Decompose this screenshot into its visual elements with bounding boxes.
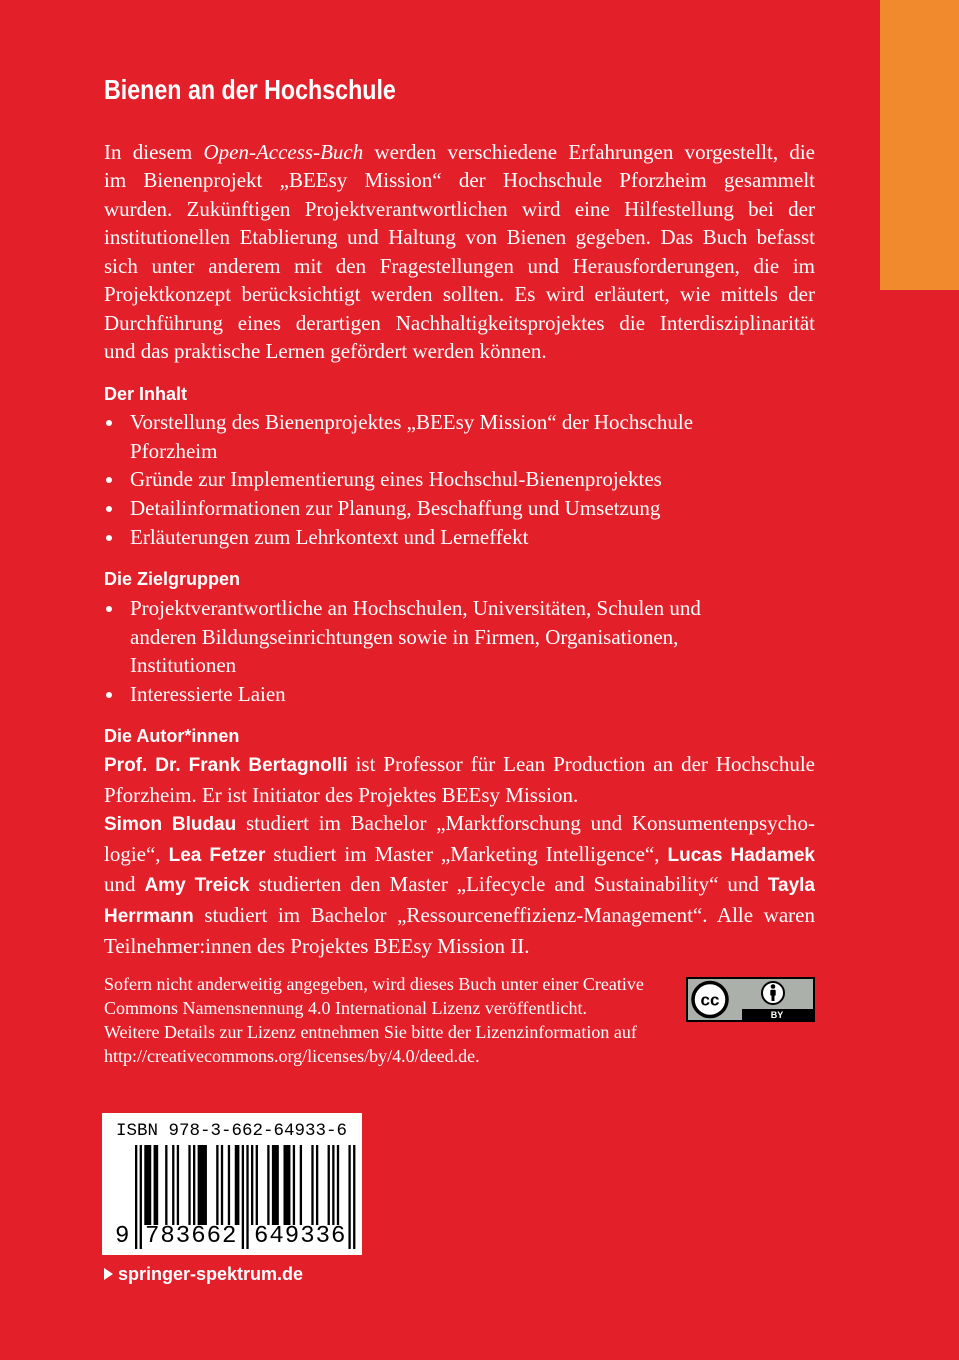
text-run: und bbox=[104, 872, 145, 897]
author-name: Prof. Dr. Frank Bertagnolli bbox=[104, 755, 348, 776]
license-url: http://creativecommons.org/licenses/by/4.0/deed.de. bbox=[104, 1046, 480, 1066]
barcode-bar bbox=[172, 1145, 174, 1225]
text-run: ist Professor für Lean Production an der Hochschule bbox=[347, 752, 815, 776]
list-item bbox=[104, 408, 815, 465]
publisher-url: springer-spektrum.de bbox=[118, 1264, 304, 1284]
barcode-bar bbox=[154, 1145, 159, 1225]
list-item-line: Pforzheim bbox=[130, 438, 218, 463]
author-name: Lea Fetzer bbox=[168, 844, 266, 866]
barcode-guard-bar bbox=[353, 1145, 355, 1249]
bullet-icon bbox=[106, 477, 112, 483]
barcode-bar bbox=[337, 1145, 339, 1225]
section-heading-audiences: Die Zielgruppen bbox=[104, 569, 241, 589]
text-run: In diesem bbox=[104, 140, 204, 164]
list-item-line: Vorstellung des Bienenprojektes „BEEsy Mission“ der Hochschule bbox=[130, 410, 694, 434]
list-item-line: Gründe zur Implementierung eines Hochschul-Bienenprojektes bbox=[130, 467, 662, 492]
text-run: studierten den Master „Lifecycle and Sustainability“ und bbox=[249, 872, 768, 897]
barcode-bar bbox=[283, 1145, 290, 1225]
barcode-bar bbox=[221, 1145, 223, 1225]
person-legs-icon bbox=[772, 995, 775, 1001]
text-line bbox=[104, 932, 815, 961]
text-run: studiert im Bachelor „Marktforschung und Konsumentenpsycho- bbox=[236, 811, 815, 836]
list-item-line: Interessierte Laien bbox=[130, 681, 286, 706]
barcode-bar bbox=[328, 1145, 330, 1225]
barcode-bar bbox=[332, 1145, 334, 1225]
text-run: studiert im Master „Marketing Intelligence“, bbox=[265, 841, 668, 866]
barcode-bar bbox=[256, 1145, 258, 1225]
cc-logo-text: cc bbox=[700, 990, 720, 1010]
text-line bbox=[104, 809, 815, 840]
publisher-link bbox=[104, 1262, 303, 1286]
text-line bbox=[104, 252, 815, 280]
list-item-line: anderen Bildungseinrichtungen sowie in Firmen, Organisationen, bbox=[130, 624, 679, 649]
isbn-label: ISBN 978-3-662-64933-6 bbox=[116, 1121, 348, 1141]
barcode-bar bbox=[198, 1145, 207, 1225]
text-run: Pforzheim. Er ist Initiator des Projektes BEEsy Mission. bbox=[104, 782, 579, 807]
text-line bbox=[104, 781, 815, 810]
list-item-line: Detailinformationen zur Planung, Beschaffung und Umsetzung bbox=[130, 495, 661, 520]
cc-by-badge-graphic bbox=[686, 977, 815, 1022]
text-run: institutionellen Etablierung und Haltung von Bienen gegeben. Das Buch befasst bbox=[104, 225, 815, 250]
barcode-bar bbox=[311, 1145, 313, 1225]
triangle-right-icon bbox=[104, 1268, 113, 1280]
text-line bbox=[104, 195, 815, 223]
text-run: Teilnehmer:innen des Projektes BEEsy Mission II. bbox=[104, 933, 530, 958]
text-run: werden verschiedene Erfahrungen vorgestellt, die bbox=[363, 140, 815, 164]
barcode-bar bbox=[228, 1145, 230, 1225]
barcode-guard-bar bbox=[140, 1145, 142, 1249]
license-line: Weitere Details zur Lizenz entnehmen Sie bitte der Lizenzinformation auf bbox=[104, 1022, 637, 1042]
text-run: wurden. Zukünftigen Projektverantwortlichen wird eine Hilfestellung bei der bbox=[104, 196, 815, 221]
license-line: Commons Namensnennung 4.0 International Lizenz veröffentlicht. bbox=[104, 998, 588, 1018]
license-notice bbox=[104, 972, 644, 1068]
cc-by-license-icon bbox=[686, 977, 815, 1022]
ean-right-group: 649336 bbox=[254, 1223, 347, 1250]
emphasized-text: Open-Access-Buch bbox=[203, 140, 364, 164]
text-line bbox=[104, 223, 815, 251]
audiences-list bbox=[104, 594, 815, 709]
section-heading-authors: Die Autor*innen bbox=[104, 726, 240, 746]
author-name: Simon Bludau bbox=[104, 814, 237, 836]
text-line bbox=[104, 337, 815, 365]
bullet-icon bbox=[106, 506, 112, 512]
author-paragraph bbox=[104, 809, 815, 960]
text-run: studiert im Bachelor „Ressourceneffizienz-Management“. Alle waren bbox=[193, 902, 815, 927]
list-item bbox=[104, 680, 815, 709]
text-run: logie“, bbox=[104, 841, 169, 866]
orange-tab bbox=[880, 0, 959, 290]
bullet-icon bbox=[106, 606, 112, 612]
author-name: Tayla bbox=[767, 875, 815, 897]
book-title: Bienen an der Hochschule bbox=[104, 74, 396, 105]
list-item bbox=[104, 523, 815, 552]
ean-left-group: 783662 bbox=[145, 1223, 238, 1250]
barcode-bar bbox=[235, 1145, 240, 1225]
text-run: und das praktische Lernen gefördert werden können. bbox=[104, 339, 547, 364]
text-run: Projektkonzept berücksichtigt werden sollten. Es wird erläutert, wie mittels der bbox=[104, 282, 815, 307]
barcode-guard-bar bbox=[246, 1145, 248, 1249]
intro-paragraph bbox=[104, 138, 815, 366]
bullet-icon bbox=[106, 535, 112, 541]
barcode-bar bbox=[165, 1145, 167, 1225]
text-run: im Bienenprojekt „BEEsy Mission“ der Hochschule Pforzheim gesammelt bbox=[104, 168, 815, 193]
text-line bbox=[104, 280, 815, 308]
text-line bbox=[104, 750, 815, 781]
barcode-bar bbox=[216, 1145, 218, 1225]
person-body-icon bbox=[770, 990, 775, 996]
list-item-line: Institutionen bbox=[130, 653, 237, 678]
text-run: sich unter anderem mit den Fragestellungen und Herausforderungen, die im bbox=[104, 253, 815, 278]
barcode-bar bbox=[144, 1145, 151, 1225]
barcode-bar bbox=[272, 1145, 279, 1225]
bullet-icon bbox=[106, 692, 112, 698]
text-line bbox=[104, 840, 815, 871]
text-line bbox=[104, 166, 815, 194]
barcode-bar bbox=[300, 1145, 302, 1225]
ean-lead-digit: 9 bbox=[115, 1223, 131, 1250]
barcode-bar bbox=[177, 1145, 179, 1225]
author-paragraph bbox=[104, 750, 815, 809]
person-head-icon bbox=[771, 984, 776, 989]
badge-by-label: BY bbox=[770, 1010, 784, 1020]
authors-section bbox=[104, 750, 815, 960]
list-item bbox=[104, 594, 815, 680]
text-line bbox=[104, 870, 815, 901]
text-line bbox=[104, 138, 815, 166]
bullet-icon bbox=[106, 420, 112, 426]
license-line: Sofern nicht anderweitig angegeben, wird dieses Buch unter einer Creative bbox=[104, 974, 644, 994]
isbn-barcode bbox=[102, 1113, 362, 1255]
list-item bbox=[104, 494, 815, 523]
barcode-guard-bar bbox=[242, 1145, 244, 1249]
list-item-line: Projektverantwortliche an Hochschulen, Universitäten, Schulen und bbox=[130, 596, 701, 620]
barcode-guard-bar bbox=[135, 1145, 137, 1249]
barcode-bar bbox=[188, 1145, 190, 1225]
section-heading-contents: Der Inhalt bbox=[104, 384, 188, 404]
author-name: Herrmann bbox=[104, 905, 194, 927]
text-run: Durchführung eines derartigen Nachhaltigkeitsprojektes die Interdisziplinarität bbox=[104, 310, 815, 335]
text-line bbox=[104, 309, 815, 337]
list-item bbox=[104, 465, 815, 494]
author-name: Amy Treick bbox=[144, 875, 250, 897]
barcode-guard-bar bbox=[348, 1145, 350, 1249]
barcode-bar bbox=[267, 1145, 269, 1225]
list-item-line: Erläuterungen zum Lehrkontext und Lerneffekt bbox=[130, 524, 529, 549]
barcode-bar bbox=[251, 1145, 253, 1225]
contents-list bbox=[104, 408, 815, 551]
author-name: Lucas Hadamek bbox=[667, 844, 815, 866]
barcode-bar bbox=[293, 1145, 295, 1225]
barcode-bar bbox=[316, 1145, 318, 1225]
text-line bbox=[104, 901, 815, 932]
barcode-bar bbox=[193, 1145, 195, 1225]
